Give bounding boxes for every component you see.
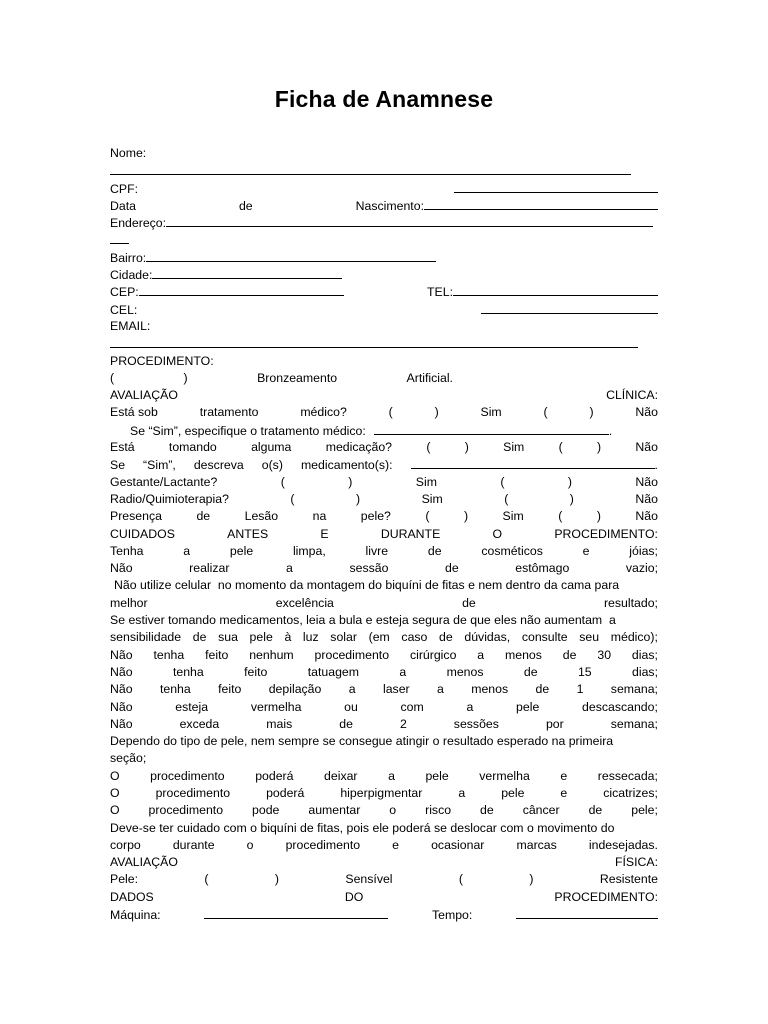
justified-word: Gestante/Lactante?: [110, 474, 218, 489]
nome-row: [110, 145, 658, 162]
justified-word: a: [286, 561, 293, 576]
nome-label: Nome:: [110, 146, 147, 160]
justified-word: exceda: [179, 716, 220, 731]
cuidados-line: [110, 577, 658, 594]
justified-word: Não: [110, 664, 133, 679]
endereco-input-line[interactable]: [166, 214, 653, 227]
justified-word: laser: [382, 682, 410, 697]
question-row: [110, 404, 658, 421]
justified-word: jóias;: [629, 543, 658, 558]
cuidados-line: [110, 716, 658, 733]
procedimento-option-row: [110, 370, 658, 387]
justified-word: Presença: [110, 509, 162, 524]
justified-word: semana;: [610, 716, 658, 731]
cuidados-list: [110, 543, 658, 854]
justified-word: estômago: [515, 561, 570, 576]
justified-word: pele: [425, 768, 449, 783]
justified-word: Não: [635, 405, 658, 420]
justified-word: médico?: [300, 405, 347, 420]
justified-word: a: [477, 647, 485, 662]
justified-word: Está sob: [110, 405, 158, 420]
cuidados-line: [110, 837, 658, 854]
justified-word: à: [284, 630, 292, 645]
justified-word: procedimento: [148, 803, 224, 818]
cpf-input-line[interactable]: [454, 180, 658, 193]
cuidados-line-text: Dependo do tipo de pele, nem sempre se consegue atingir o resultado esperado na primeira: [110, 734, 614, 749]
justified-word: a: [458, 785, 466, 800]
nascimento-row: [110, 197, 658, 214]
cuidados-header: [110, 526, 658, 543]
justified-word: O: [110, 803, 120, 818]
cpf-row: [110, 180, 658, 197]
endereco-label: Endereço:: [110, 216, 167, 231]
justified-word: feito: [205, 647, 229, 662]
justified-word: Sensível: [345, 872, 393, 887]
justified-word: e: [560, 768, 568, 783]
justified-word: menos: [471, 682, 509, 697]
justified-word: FÍSICA:: [614, 855, 658, 870]
justified-word: Não: [110, 647, 133, 662]
justified-word: hiperpigmentar: [340, 785, 423, 800]
justified-word: alguma: [251, 440, 292, 455]
justified-word: caso: [401, 630, 428, 645]
cep-tel-row: [110, 283, 658, 300]
question-row: [110, 491, 658, 508]
maquina-input-line[interactable]: [204, 906, 388, 919]
justified-word: Lesão: [244, 509, 279, 524]
justified-word[interactable]: ): [183, 370, 188, 385]
justified-word: cirúrgico: [409, 647, 457, 662]
justified-word[interactable]: ): [274, 872, 279, 887]
justified-word: Não: [635, 440, 658, 455]
justified-word: Está: [110, 440, 135, 455]
justified-word: e: [582, 543, 590, 558]
justified-word: (em: [368, 630, 390, 645]
justified-word: AVALIAÇÃO: [110, 388, 178, 403]
justified-word: deixar: [324, 768, 358, 783]
justified-word: a: [348, 682, 356, 697]
justified-word: Sim: [480, 405, 502, 420]
justified-word: descascando;: [582, 699, 658, 714]
justified-word: solar: [330, 630, 357, 645]
cuidados-line: [110, 664, 658, 681]
q2-detail-word: medicamento(s):: [300, 458, 393, 473]
justified-word: O: [110, 785, 120, 800]
justified-word[interactable]: ): [567, 474, 572, 489]
endereco-input-line-cont[interactable]: [110, 231, 129, 244]
justified-word: Não: [110, 699, 133, 714]
justified-word: durante: [172, 837, 215, 852]
justified-word: Resistente: [599, 872, 658, 887]
justified-word[interactable]: (: [204, 872, 209, 887]
justified-word: Não: [635, 474, 658, 489]
justified-word: 2: [399, 716, 407, 731]
procedimento-label: PROCEDIMENTO:: [110, 353, 214, 368]
justified-word[interactable]: (: [543, 405, 548, 420]
bairro-row: [110, 249, 658, 266]
tempo-label: Tempo:: [431, 908, 473, 923]
justified-word: AVALIAÇÃO: [110, 855, 178, 870]
justified-word: de: [339, 716, 353, 731]
justified-word: 30: [597, 647, 612, 662]
justified-word[interactable]: (: [388, 405, 393, 420]
justified-word: poderá: [266, 785, 305, 800]
bairro-input-line[interactable]: [146, 249, 436, 262]
justified-word: dúvidas,: [464, 630, 511, 645]
justified-word: nenhum: [249, 647, 294, 662]
justified-word: 15: [577, 664, 592, 679]
justified-word: a: [437, 682, 444, 697]
tempo-input-line[interactable]: [516, 906, 658, 919]
cep-field: CEP:: [110, 283, 344, 301]
justified-word: de: [445, 561, 459, 576]
cuidados-line: [110, 595, 658, 612]
justified-word: indesejadas.: [588, 837, 658, 852]
cuidados-line-text: Se estiver tomando medicamentos, leia a bula e esteja segura de que eles não aumentam a: [110, 613, 616, 628]
endereco-line2-row: [110, 231, 658, 248]
justified-word[interactable]: ): [569, 491, 574, 506]
cidade-row: [110, 266, 658, 283]
justified-word[interactable]: (: [500, 474, 505, 489]
cuidados-line-text: seção;: [110, 751, 147, 766]
justified-word: sua: [218, 630, 238, 645]
justified-word: vermelha: [479, 768, 530, 783]
nascimento-field: Nascimento:: [356, 197, 658, 215]
justified-word[interactable]: (: [558, 509, 563, 524]
justified-word[interactable]: (: [290, 491, 295, 506]
justified-word: realizar: [189, 561, 230, 576]
justified-word: a: [466, 699, 474, 714]
justified-word: ou: [344, 699, 358, 714]
justified-word: ocasionar: [431, 837, 485, 852]
justified-word[interactable]: ): [464, 440, 469, 455]
justified-word[interactable]: ): [434, 405, 439, 420]
justified-word: câncer: [522, 803, 560, 818]
justified-word[interactable]: ): [597, 440, 602, 455]
justified-word: Não: [110, 682, 133, 697]
justified-word: semana;: [610, 682, 658, 697]
cuidados-line: [110, 768, 658, 785]
justified-word: Não: [635, 509, 658, 524]
justified-word: por: [545, 716, 564, 731]
justified-word: Não: [110, 561, 133, 576]
justified-word: de: [562, 647, 577, 662]
avaliacao-fisica-header: [110, 854, 658, 871]
justified-word: procedimento: [314, 647, 390, 662]
justified-word: tenha: [153, 647, 185, 662]
page-title: Ficha de Anamnese: [274, 86, 494, 112]
justified-word: o: [246, 837, 254, 852]
justified-word: cicatrizes;: [603, 785, 658, 800]
justified-word: Sim: [421, 491, 443, 506]
justified-word: consulte: [521, 630, 568, 645]
justified-word: E: [320, 526, 329, 541]
justified-word: Bronzeamento: [257, 370, 338, 385]
justified-word: vazio;: [625, 561, 658, 576]
justified-word: de: [535, 682, 550, 697]
justified-word: CLÍNICA:: [606, 388, 658, 403]
cidade-input-line[interactable]: [152, 266, 342, 279]
justified-word: menos: [446, 664, 484, 679]
cuidados-line: [110, 733, 658, 750]
justified-word[interactable]: ): [589, 405, 594, 420]
justified-word: Não: [110, 716, 133, 731]
justified-word: de: [196, 509, 211, 524]
justified-word: na: [312, 509, 327, 524]
question-row: [110, 474, 658, 491]
justified-word: de: [480, 803, 494, 818]
justified-word: cosméticos: [481, 543, 543, 558]
procedimento-row: [110, 353, 658, 370]
justified-word: DADOS: [110, 889, 154, 904]
justified-word: a: [388, 768, 395, 783]
justified-word: Sim: [502, 509, 524, 524]
justified-word: sessão: [349, 561, 389, 576]
justified-word: dias;: [632, 664, 658, 679]
dados-header: [110, 889, 658, 906]
nascimento-word: Data: [110, 198, 136, 213]
justified-word: Radio/Quimioterapia?: [110, 491, 229, 506]
justified-word[interactable]: (: [280, 474, 285, 489]
form-body: [110, 145, 658, 923]
cpf-label: CPF:: [110, 181, 139, 196]
justified-word: tenha: [159, 682, 191, 697]
justified-word: DO: [344, 889, 364, 904]
nascimento-input-line[interactable]: [424, 197, 658, 210]
justified-word: pele?: [360, 509, 391, 524]
justified-word: DURANTE: [380, 526, 441, 541]
justified-word: pele: [516, 699, 540, 714]
justified-word: pele: [249, 630, 273, 645]
justified-word: pele: [229, 543, 254, 558]
justified-word[interactable]: (: [425, 509, 430, 524]
cuidados-line: [110, 612, 658, 629]
justified-word: menos: [505, 647, 542, 662]
justified-word[interactable]: (: [504, 491, 509, 506]
justified-word[interactable]: (: [426, 440, 431, 455]
cuidados-line-text: Deve-se ter cuidado com o biquíni de fitas, pois ele poderá se deslocar com o movimento do: [110, 820, 615, 835]
question-detail-row: [110, 422, 658, 439]
pele-row: [110, 871, 658, 888]
justified-word: resultado;: [603, 595, 658, 610]
cuidados-line: [110, 647, 658, 664]
medicamento-input-line[interactable]: [411, 456, 655, 469]
question-detail-row: [110, 456, 658, 473]
justified-word: limpa,: [292, 543, 326, 558]
tratamento-input-line[interactable]: [374, 422, 609, 435]
justified-word: aumentar: [308, 803, 361, 818]
justified-word: tomando: [168, 440, 217, 455]
q2-detail-word: descreva: [193, 458, 244, 473]
justified-word[interactable]: ): [596, 509, 601, 524]
justified-word: dias;: [631, 647, 658, 662]
justified-word: de: [462, 595, 476, 610]
justified-word: procedimento: [150, 768, 225, 783]
justified-word[interactable]: (: [110, 370, 115, 385]
justified-word: Sim: [415, 474, 437, 489]
email-line-row: [110, 335, 658, 352]
cuidados-line: [110, 681, 658, 698]
cel-row: [110, 301, 658, 318]
cuidados-line: [110, 820, 658, 837]
bairro-label: Bairro:: [110, 250, 147, 265]
justified-word: Artificial.: [406, 370, 453, 385]
justified-word: Sim: [503, 440, 525, 455]
justified-word: O: [110, 768, 120, 783]
cel-label: CEL:: [110, 302, 138, 317]
justified-word: ANTES: [227, 526, 269, 541]
justified-word: poderá: [255, 768, 294, 783]
justified-word: marcas: [516, 837, 557, 852]
justified-word: pode: [252, 803, 280, 818]
justified-word: de: [523, 664, 538, 679]
justified-word: médico);: [610, 630, 658, 645]
nome-input-line[interactable]: [110, 162, 631, 175]
justified-word: a: [183, 543, 191, 558]
justified-word: CUIDADOS: [110, 526, 175, 541]
cel-input-line[interactable]: [481, 301, 658, 314]
justified-word: PROCEDIMENTO:: [554, 526, 658, 541]
q2-detail-word: Se: [110, 458, 126, 473]
justified-word[interactable]: (: [558, 440, 563, 455]
cuidados-line: [110, 750, 658, 767]
justified-word: luz: [302, 630, 319, 645]
justified-word: procedimento: [285, 837, 361, 852]
email-input-line[interactable]: [110, 335, 638, 348]
cuidados-line: [110, 560, 658, 577]
tel-field: TEL:: [427, 283, 658, 301]
justified-word: de: [192, 630, 207, 645]
email-label: EMAIL:: [110, 318, 151, 333]
cidade-label: Cidade:: [110, 268, 153, 283]
cuidados-line: [110, 802, 658, 819]
justified-word[interactable]: (: [458, 872, 464, 887]
nascimento-word: de: [238, 198, 253, 213]
justified-word: depilação: [268, 682, 322, 697]
justified-word: sensibilidade: [110, 630, 182, 645]
justified-word: esteja: [175, 699, 209, 714]
justified-word: medicação?: [325, 440, 393, 455]
q2-detail-answer: .: [411, 456, 658, 474]
justified-word: feito: [244, 664, 268, 679]
justified-word: mais: [266, 716, 293, 731]
justified-word: feito: [218, 682, 242, 697]
question-detail-answer: .: [374, 422, 612, 440]
justified-word: a: [399, 664, 407, 679]
justified-word: vermelha: [250, 699, 302, 714]
justified-word: e: [392, 837, 399, 852]
justified-word: 1: [576, 682, 584, 697]
tel-input-line[interactable]: [453, 283, 658, 296]
cuidados-line-text: Não utilize celular no momento da montagem do biquíni de fitas e nem dentro da cama para: [114, 578, 620, 593]
cuidados-line: [110, 699, 658, 716]
justified-word: de: [427, 543, 442, 558]
justified-word: PROCEDIMENTO:: [554, 889, 658, 904]
justified-word[interactable]: ): [529, 872, 534, 887]
justified-word: o: [389, 803, 397, 818]
q2-detail-word: o(s): [261, 458, 283, 473]
endereco-row: [110, 214, 658, 231]
justified-word: de: [588, 803, 603, 818]
justified-word: sessões: [453, 716, 499, 731]
cuidados-line: [110, 629, 658, 646]
question-row: [110, 439, 658, 456]
justified-word: risco: [425, 803, 452, 818]
cuidados-line: [110, 543, 658, 560]
justified-word: Pele:: [110, 872, 139, 887]
justified-word: tenha: [172, 664, 204, 679]
justified-word: de: [439, 630, 453, 645]
justified-word: melhor: [110, 595, 148, 610]
justified-word: ressecada;: [597, 768, 658, 783]
email-row: [110, 318, 658, 335]
cuidados-line: [110, 785, 658, 802]
justified-word: com: [400, 699, 424, 714]
question-row: [110, 508, 658, 525]
justified-word: pele;: [631, 803, 658, 818]
cep-input-line[interactable]: [139, 283, 344, 296]
nome-line-row: [110, 162, 658, 179]
justified-word: e: [560, 785, 568, 800]
justified-word: tatuagem: [307, 664, 359, 679]
justified-word[interactable]: ): [348, 474, 353, 489]
justified-word: tratamento: [199, 405, 259, 420]
justified-word: O: [492, 526, 503, 541]
justified-word: pele: [501, 785, 525, 800]
justified-word: Não: [635, 491, 658, 506]
question-detail-text: Se “Sim”, especifique o tratamento médico:: [130, 423, 366, 438]
maquina-tempo-row: [110, 906, 658, 923]
justified-word: Tenha: [110, 543, 144, 558]
justified-word: livre: [365, 543, 389, 558]
justified-word[interactable]: ): [355, 491, 361, 506]
justified-word[interactable]: ): [463, 509, 469, 524]
justified-word: excelência: [275, 595, 334, 610]
q2-detail-word: “Sim”,: [143, 458, 176, 473]
justified-word: corpo: [110, 837, 141, 852]
maquina-label: Máquina:: [110, 908, 161, 923]
justified-word: procedimento: [155, 785, 231, 800]
justified-word: seu: [579, 630, 600, 645]
avaliacao-clinica-header: [110, 387, 658, 404]
